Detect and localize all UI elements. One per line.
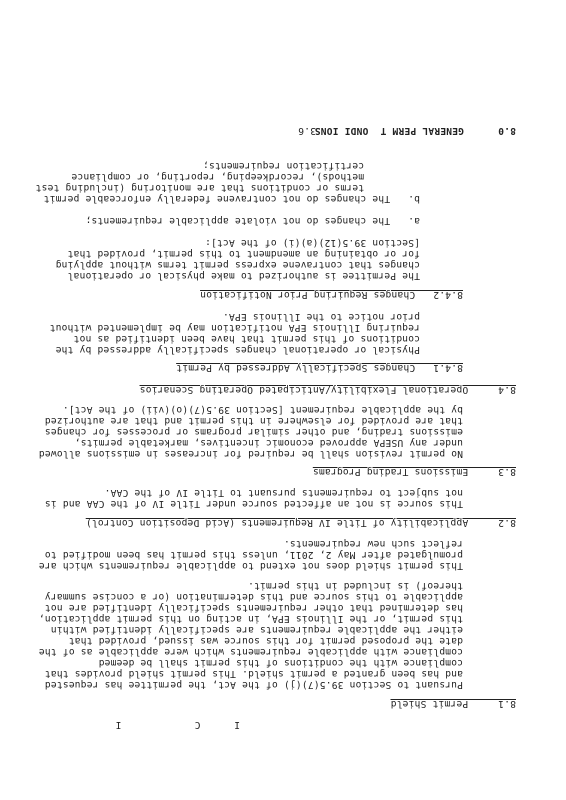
body-line: either the applicable requirements are specifically identified within bbox=[50, 624, 463, 635]
body-line: that are provided for elsewhere in this permit and that are authorized bbox=[44, 415, 463, 426]
page-number: 3.6 bbox=[298, 125, 316, 136]
subsection-heading-8-4-2: 8.4.2 Changes Requiring Prior Notification bbox=[200, 289, 463, 300]
body-line: promulgated after May 2, 2011, unless this permit has been modified to bbox=[44, 549, 463, 560]
body-line: conditions of this permit that have been identified as not bbox=[73, 333, 420, 344]
body-line: has determined that other requirements specifically identified are not bbox=[44, 602, 463, 613]
body-line: certification requirements; bbox=[202, 160, 394, 171]
body-line: emissions trading, and other similar programs or processes for changes bbox=[44, 426, 463, 437]
body-line: The Permittee is authorized to make physical or operational bbox=[67, 270, 420, 281]
body-line: requiring Illinois EPA notification may be implemented without bbox=[49, 322, 420, 333]
section-heading-8-4: 8.4 Operational Flexibility/Anticipated Operating Scenarios bbox=[139, 384, 516, 395]
body-line: and has been granted a permit shield. This permit shield provides that bbox=[44, 668, 463, 679]
section-heading-8-2: 8.2 Applicability of Title IV Requirements (Acid Deposition Control) bbox=[85, 517, 516, 528]
body-line: thereof) is included in this permit. bbox=[247, 580, 463, 591]
body-line: methods), recordkeeping, reporting, or compliance bbox=[71, 171, 394, 182]
body-line: This source is not an affected source under Title IV of the CAA and is bbox=[44, 498, 463, 509]
body-line: compliance with the conditions of this permit shall be deemed bbox=[98, 657, 463, 668]
section-heading-8-3: 8.3 Emissions Trading Programs bbox=[312, 466, 516, 477]
section-number: 8.0 bbox=[498, 125, 516, 136]
body-line: Physical or operational changes specifically addressed by the bbox=[55, 344, 420, 355]
body-line: date the proposed permit for this source was issued, provided that bbox=[68, 635, 463, 646]
body-line: b. The changes do not contravene federally enforceable permit bbox=[43, 193, 420, 204]
body-line: compliance with applicable requirements which were applicable as of the bbox=[38, 646, 463, 657]
body-line: prior notice to the Illinois EPA. bbox=[222, 311, 420, 322]
body-line: changes that contravene express permit terms without applying bbox=[55, 259, 420, 270]
body-line: under any USEPA approved economic incentives, marketable permits, bbox=[74, 437, 463, 448]
section-title: GENERAL PERM T ONDI IONS bbox=[314, 125, 464, 136]
body-line: reflect such new requirements. bbox=[283, 538, 463, 549]
body-line: This permit shield does not extend to applicable requirements which are bbox=[38, 560, 463, 571]
body-line: by the applicable requirement [Section 39.5(7)(o)(vii) of the Act]. bbox=[62, 404, 463, 415]
section-heading-8-1: 8.1 Permit Shield bbox=[390, 698, 516, 709]
body-line: [Section 39.5(12)(a)(i) of the Act]: bbox=[204, 237, 420, 248]
body-line: a. The changes do not violate applicable requirements; bbox=[85, 215, 420, 226]
body-line: not subject to requirements pursuant to Title IV of the CAA. bbox=[104, 487, 463, 498]
body-line: for or obtaining an amendment to this permit, provided that bbox=[67, 248, 420, 259]
page-footer-text: I C I bbox=[101, 719, 240, 730]
body-line: terms or conditions that are monitoring (including test bbox=[35, 182, 394, 193]
subsection-heading-8-4-1: 8.4.1 Changes Specifically Addressed by Permit bbox=[176, 362, 463, 373]
body-line: applicable to this source and this determination (or a concise summary bbox=[44, 591, 463, 602]
body-line: Pursuant to Section 39.5(7)(j) of the Act, the permittee has requested bbox=[44, 679, 463, 690]
body-line: No permit revision shall be required for increases in emissions allowed bbox=[38, 448, 463, 459]
body-line: this permit, or the Illinois EPA, in acting on this permit application, bbox=[38, 613, 463, 624]
